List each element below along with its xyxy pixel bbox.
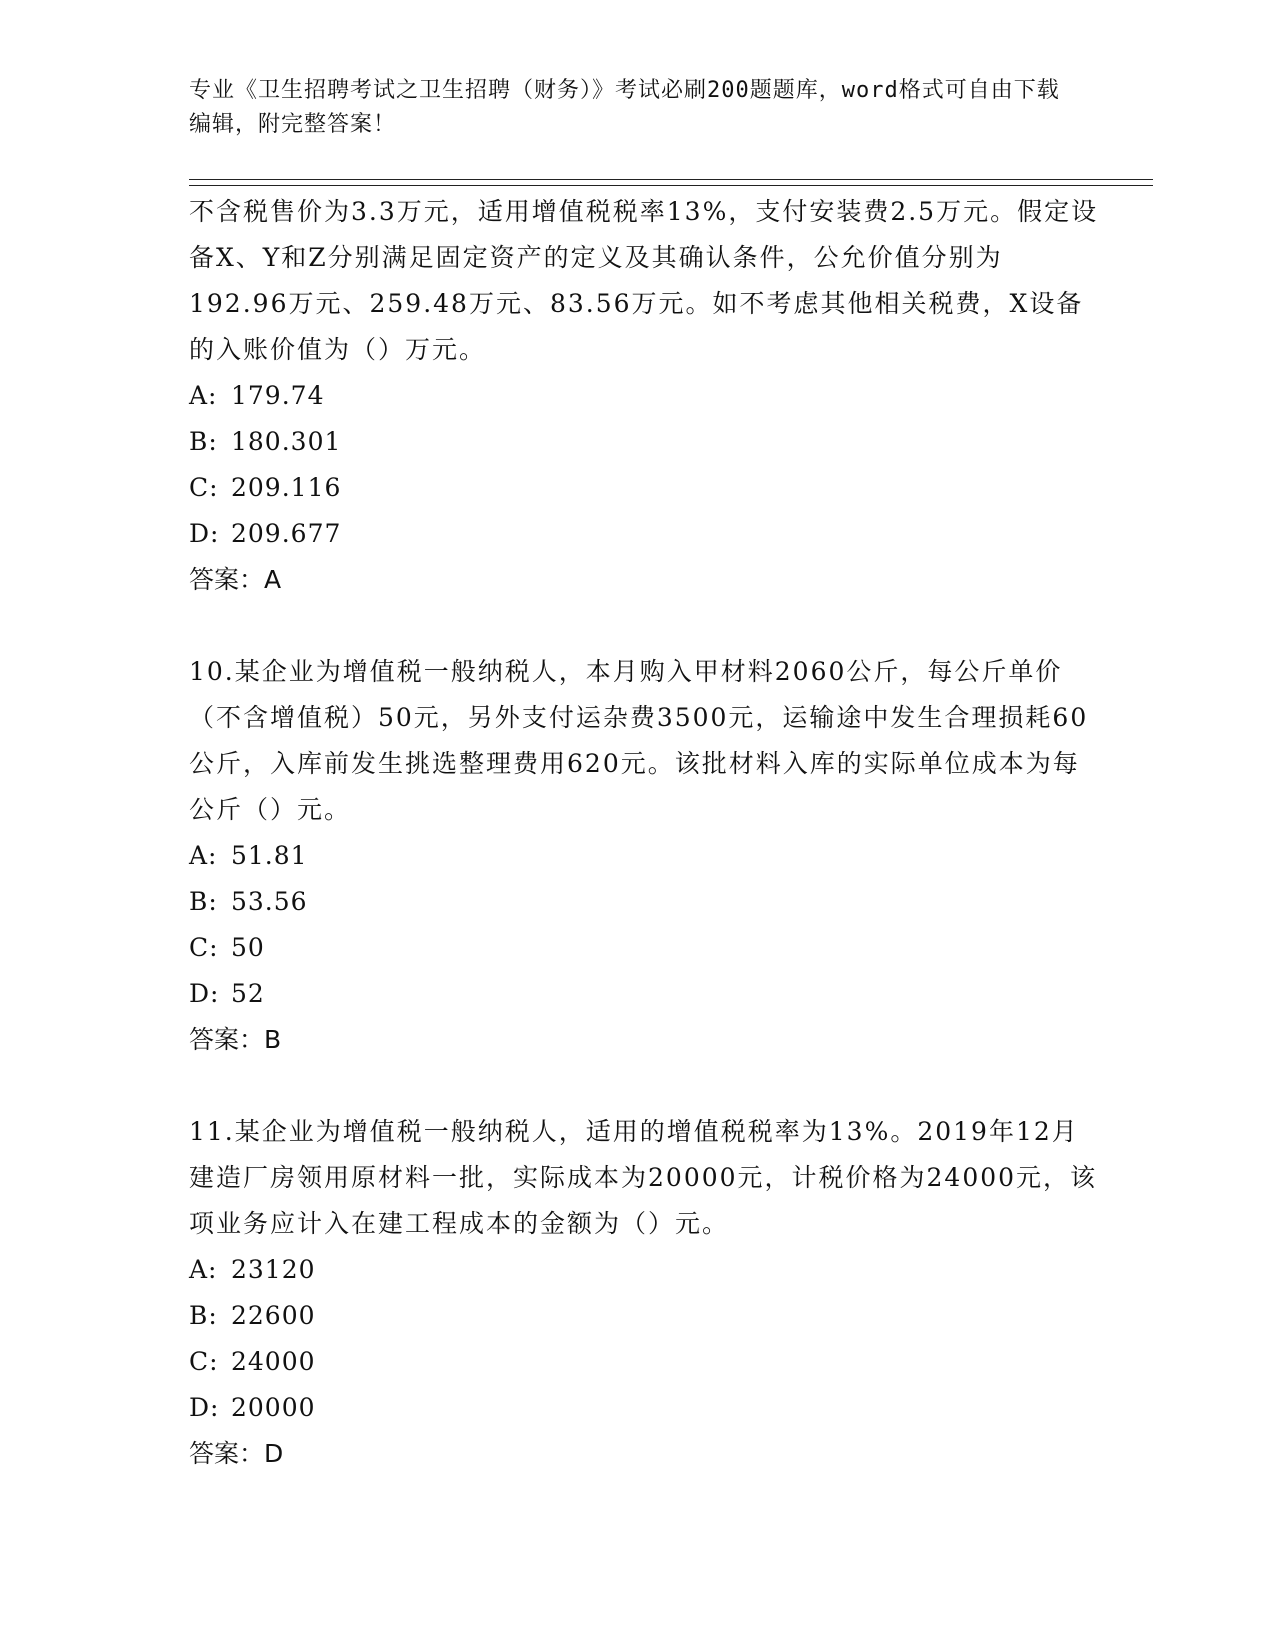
option-a xyxy=(189,1247,1099,1293)
question-stem: 11.某企业为增值税一般纳税人，适用的增值税税率为13%。2019年12月建造厂房领用原材料一批，实际成本为20000元，计税价格为24000元，该项业务应计入在建工程成本的金额为（）元。 xyxy=(189,1117,1098,1238)
answer-text: 答案：D xyxy=(189,1439,284,1468)
question-block xyxy=(189,649,1099,1063)
option-d xyxy=(189,971,1099,1017)
option-key: A: xyxy=(189,381,218,410)
option-key: B: xyxy=(189,887,218,916)
option-key: C: xyxy=(189,1347,219,1376)
spacer xyxy=(189,603,1099,649)
option-value: 50 xyxy=(231,933,265,962)
option-d xyxy=(189,1385,1099,1431)
header-rule-top xyxy=(189,179,1153,180)
option-value: 209.116 xyxy=(231,473,342,502)
option-b xyxy=(189,1293,1099,1339)
option-key: A: xyxy=(189,841,218,870)
option-c xyxy=(189,1339,1099,1385)
option-value: 23120 xyxy=(231,1255,316,1284)
spacer xyxy=(189,1063,1099,1109)
option-key: B: xyxy=(189,1301,218,1330)
option-value: 180.301 xyxy=(231,427,342,456)
question-stem: 10.某企业为增值税一般纳税人，本月购入甲材料2060公斤，每公斤单价（不含增值税）50元，另外支付运杂费3500元，运输途中发生合理损耗60公斤，入库前发生挑选整理费用620元。该批材料入库的实际单位成本为每公斤（）元。 xyxy=(189,657,1089,824)
answer-text: 答案：B xyxy=(189,1025,282,1054)
option-d xyxy=(189,511,1099,557)
option-value: 53.56 xyxy=(231,887,308,916)
option-c xyxy=(189,925,1099,971)
option-value: 52 xyxy=(231,979,265,1008)
option-value: 20000 xyxy=(231,1393,316,1422)
document-header xyxy=(189,74,1069,142)
option-key: A: xyxy=(189,1255,218,1284)
header-title: 专业《卫生招聘考试之卫生招聘（财务）》考试必刷200题题库，word格式可自由下载编辑，附完整答案！ xyxy=(189,78,1060,137)
option-key: C: xyxy=(189,933,219,962)
option-value: 209.677 xyxy=(231,519,342,548)
option-b xyxy=(189,419,1099,465)
option-a xyxy=(189,833,1099,879)
option-key: D: xyxy=(189,1393,220,1422)
option-key: D: xyxy=(189,979,220,1008)
option-value: 51.81 xyxy=(231,841,308,870)
option-key: D: xyxy=(189,519,220,548)
option-c xyxy=(189,465,1099,511)
option-b xyxy=(189,879,1099,925)
question-block xyxy=(189,1109,1099,1477)
question-stem: 不含税售价为3.3万元，适用增值税税率13%，支付安装费2.5万元。假定设备X、Y和Z分别满足固定资产的定义及其确认条件，公允价值分别为192.96万元、259.48万元、83.56万元。如不考虑其他相关税费，X设备的入账价值为（）万元。 xyxy=(189,197,1099,364)
question-block xyxy=(189,189,1099,603)
option-a xyxy=(189,373,1099,419)
option-value: 24000 xyxy=(231,1347,316,1376)
option-key: B: xyxy=(189,427,218,456)
option-key: C: xyxy=(189,473,219,502)
option-value: 22600 xyxy=(231,1301,316,1330)
answer-text: 答案：A xyxy=(189,565,282,594)
option-value: 179.74 xyxy=(231,381,325,410)
header-rule-bottom xyxy=(189,185,1153,186)
question-list xyxy=(189,189,1099,1477)
